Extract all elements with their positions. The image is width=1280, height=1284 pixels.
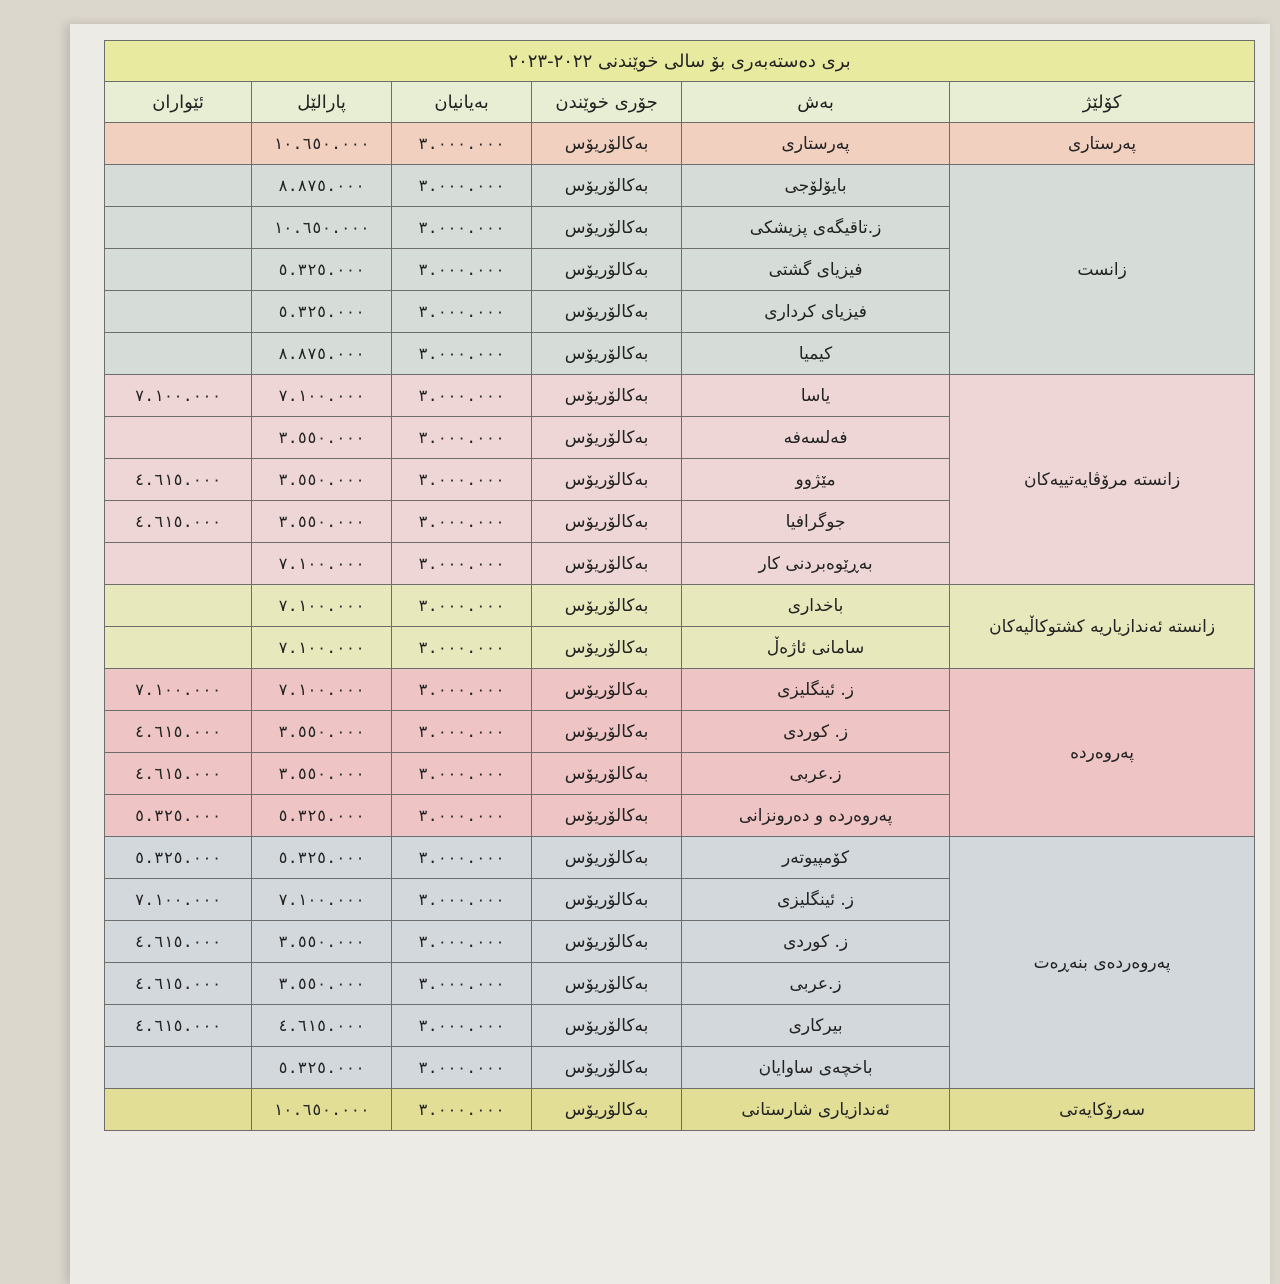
- study-type-cell: بەکالۆریۆس: [532, 711, 682, 753]
- study-type-cell: بەکالۆریۆس: [532, 921, 682, 963]
- department-cell: فیزیای کرداری: [682, 291, 950, 333]
- header-study-type: جۆری خوێندن: [532, 82, 682, 123]
- parallel-fee-cell: ٥.٣٢٥.٠٠٠: [252, 291, 392, 333]
- department-cell: بیرکاری: [682, 1005, 950, 1047]
- study-type-cell: بەکالۆریۆس: [532, 627, 682, 669]
- study-type-cell: بەکالۆریۆس: [532, 543, 682, 585]
- parallel-fee-cell: ٥.٣٢٥.٠٠٠: [252, 1047, 392, 1089]
- table-row: [105, 165, 1255, 207]
- department-cell: باخداری: [682, 585, 950, 627]
- parallel-fee-cell: ٥.٣٢٥.٠٠٠: [252, 795, 392, 837]
- header-college: کۆلێژ: [950, 82, 1255, 123]
- parallel-fee-cell: ٣.٥٥٠.٠٠٠: [252, 921, 392, 963]
- study-type-cell: بەکالۆریۆس: [532, 879, 682, 921]
- morning-fee-cell: ٣.٠٠٠.٠٠٠: [392, 585, 532, 627]
- study-type-cell: بەکالۆریۆس: [532, 585, 682, 627]
- header-evening: ئێواران: [105, 82, 252, 123]
- college-name: زانستە ئەندازیاریە کشتوکاڵیەکان: [950, 585, 1255, 669]
- evening-fee-cell: ٥.٣٢٥.٠٠٠: [105, 795, 252, 837]
- parallel-fee-cell: ٥.٣٢٥.٠٠٠: [252, 837, 392, 879]
- college-name: زانستە مرۆڤایەتییەکان: [950, 375, 1255, 585]
- morning-fee-cell: ٣.٠٠٠.٠٠٠: [392, 501, 532, 543]
- evening-fee-cell: [105, 1047, 252, 1089]
- department-cell: بەڕێوەبردنی کار: [682, 543, 950, 585]
- department-cell: ز. کوردی: [682, 711, 950, 753]
- parallel-fee-cell: ٨.٨٧٥.٠٠٠: [252, 333, 392, 375]
- table-row: [105, 585, 1255, 627]
- department-cell: جوگرافیا: [682, 501, 950, 543]
- evening-fee-cell: ٥.٣٢٥.٠٠٠: [105, 837, 252, 879]
- department-cell: ئەندازیاری شارستانی: [682, 1089, 950, 1131]
- department-cell: پەروەردە و دەرونزانی: [682, 795, 950, 837]
- evening-fee-cell: [105, 207, 252, 249]
- evening-fee-cell: ٧.١٠٠.٠٠٠: [105, 375, 252, 417]
- parallel-fee-cell: ٣.٥٥٠.٠٠٠: [252, 963, 392, 1005]
- parallel-fee-cell: ٣.٥٥٠.٠٠٠: [252, 753, 392, 795]
- morning-fee-cell: ٣.٠٠٠.٠٠٠: [392, 627, 532, 669]
- morning-fee-cell: ٣.٠٠٠.٠٠٠: [392, 375, 532, 417]
- parallel-fee-cell: ٧.١٠٠.٠٠٠: [252, 585, 392, 627]
- department-cell: کیمیا: [682, 333, 950, 375]
- evening-fee-cell: [105, 417, 252, 459]
- department-cell: ز. کوردی: [682, 921, 950, 963]
- parallel-fee-cell: ٧.١٠٠.٠٠٠: [252, 375, 392, 417]
- morning-fee-cell: ٣.٠٠٠.٠٠٠: [392, 837, 532, 879]
- department-cell: پەرستاری: [682, 123, 950, 165]
- parallel-fee-cell: ١٠.٦٥٠.٠٠٠: [252, 1089, 392, 1131]
- parallel-fee-cell: ٧.١٠٠.٠٠٠: [252, 543, 392, 585]
- table-row: [105, 375, 1255, 417]
- study-type-cell: بەکالۆریۆس: [532, 123, 682, 165]
- college-name: پەروەردە: [950, 669, 1255, 837]
- parallel-fee-cell: ٧.١٠٠.٠٠٠: [252, 879, 392, 921]
- evening-fee-cell: ٧.١٠٠.٠٠٠: [105, 669, 252, 711]
- parallel-fee-cell: ١٠.٦٥٠.٠٠٠: [252, 123, 392, 165]
- department-cell: مێژوو: [682, 459, 950, 501]
- table-row: [105, 123, 1255, 165]
- header-parallel: پارالێل: [252, 82, 392, 123]
- table-row: [105, 1089, 1255, 1131]
- evening-fee-cell: ٤.٦١٥.٠٠٠: [105, 921, 252, 963]
- parallel-fee-cell: ٣.٥٥٠.٠٠٠: [252, 501, 392, 543]
- parallel-fee-cell: ٨.٨٧٥.٠٠٠: [252, 165, 392, 207]
- evening-fee-cell: ٤.٦١٥.٠٠٠: [105, 963, 252, 1005]
- study-type-cell: بەکالۆریۆس: [532, 795, 682, 837]
- study-type-cell: بەکالۆریۆس: [532, 291, 682, 333]
- study-type-cell: بەکالۆریۆس: [532, 669, 682, 711]
- parallel-fee-cell: ٧.١٠٠.٠٠٠: [252, 627, 392, 669]
- header-row: [105, 82, 1255, 123]
- parallel-fee-cell: ٣.٥٥٠.٠٠٠: [252, 417, 392, 459]
- table-row: [105, 669, 1255, 711]
- study-type-cell: بەکالۆریۆس: [532, 333, 682, 375]
- morning-fee-cell: ٣.٠٠٠.٠٠٠: [392, 879, 532, 921]
- study-type-cell: بەکالۆریۆس: [532, 837, 682, 879]
- morning-fee-cell: ٣.٠٠٠.٠٠٠: [392, 795, 532, 837]
- morning-fee-cell: ٣.٠٠٠.٠٠٠: [392, 165, 532, 207]
- table-title: بری دەستەبەری بۆ سالی خوێندنی ٢٠٢٢-٢٠٢٣: [105, 41, 1255, 82]
- college-name: پەروەردەی بنەڕەت: [950, 837, 1255, 1089]
- parallel-fee-cell: ٣.٥٥٠.٠٠٠: [252, 711, 392, 753]
- fee-table-body: [105, 123, 1255, 1131]
- evening-fee-cell: [105, 333, 252, 375]
- parallel-fee-cell: ٥.٣٢٥.٠٠٠: [252, 249, 392, 291]
- morning-fee-cell: ٣.٠٠٠.٠٠٠: [392, 711, 532, 753]
- department-cell: بایۆلۆجی: [682, 165, 950, 207]
- college-name: پەرستاری: [950, 123, 1255, 165]
- study-type-cell: بەکالۆریۆس: [532, 207, 682, 249]
- study-type-cell: بەکالۆریۆس: [532, 1089, 682, 1131]
- parallel-fee-cell: ١٠.٦٥٠.٠٠٠: [252, 207, 392, 249]
- evening-fee-cell: [105, 585, 252, 627]
- study-type-cell: بەکالۆریۆس: [532, 501, 682, 543]
- morning-fee-cell: ٣.٠٠٠.٠٠٠: [392, 963, 532, 1005]
- evening-fee-cell: ٤.٦١٥.٠٠٠: [105, 459, 252, 501]
- study-type-cell: بەکالۆریۆس: [532, 375, 682, 417]
- header-morning: بەیانیان: [392, 82, 532, 123]
- department-cell: کۆمپیوتەر: [682, 837, 950, 879]
- morning-fee-cell: ٣.٠٠٠.٠٠٠: [392, 459, 532, 501]
- department-cell: یاسا: [682, 375, 950, 417]
- parallel-fee-cell: ٣.٥٥٠.٠٠٠: [252, 459, 392, 501]
- table-row: [105, 837, 1255, 879]
- study-type-cell: بەکالۆریۆس: [532, 1005, 682, 1047]
- college-name: زانست: [950, 165, 1255, 375]
- evening-fee-cell: ٤.٦١٥.٠٠٠: [105, 711, 252, 753]
- morning-fee-cell: ٣.٠٠٠.٠٠٠: [392, 207, 532, 249]
- study-type-cell: بەکالۆریۆس: [532, 417, 682, 459]
- morning-fee-cell: ٣.٠٠٠.٠٠٠: [392, 1047, 532, 1089]
- morning-fee-cell: ٣.٠٠٠.٠٠٠: [392, 291, 532, 333]
- header-department: بەش: [682, 82, 950, 123]
- department-cell: ز.تاقیگەی پزیشکی: [682, 207, 950, 249]
- evening-fee-cell: ٧.١٠٠.٠٠٠: [105, 879, 252, 921]
- department-cell: سامانی ئاژەڵ: [682, 627, 950, 669]
- department-cell: ز.عربی: [682, 753, 950, 795]
- morning-fee-cell: ٣.٠٠٠.٠٠٠: [392, 1005, 532, 1047]
- department-cell: فیزیای گشتی: [682, 249, 950, 291]
- study-type-cell: بەکالۆریۆس: [532, 165, 682, 207]
- evening-fee-cell: [105, 249, 252, 291]
- college-name: سەرۆکایەتی: [950, 1089, 1255, 1131]
- study-type-cell: بەکالۆریۆس: [532, 963, 682, 1005]
- department-cell: ز. ئینگلیزی: [682, 879, 950, 921]
- department-cell: ز. ئینگلیزی: [682, 669, 950, 711]
- morning-fee-cell: ٣.٠٠٠.٠٠٠: [392, 921, 532, 963]
- parallel-fee-cell: ٤.٦١٥.٠٠٠: [252, 1005, 392, 1047]
- morning-fee-cell: ٣.٠٠٠.٠٠٠: [392, 1089, 532, 1131]
- morning-fee-cell: ٣.٠٠٠.٠٠٠: [392, 417, 532, 459]
- department-cell: ز.عربی: [682, 963, 950, 1005]
- evening-fee-cell: [105, 123, 252, 165]
- evening-fee-cell: ٤.٦١٥.٠٠٠: [105, 1005, 252, 1047]
- morning-fee-cell: ٣.٠٠٠.٠٠٠: [392, 669, 532, 711]
- morning-fee-cell: ٣.٠٠٠.٠٠٠: [392, 123, 532, 165]
- department-cell: باخچەی ساوایان: [682, 1047, 950, 1089]
- study-type-cell: بەکالۆریۆس: [532, 753, 682, 795]
- title-row: [105, 41, 1255, 82]
- morning-fee-cell: ٣.٠٠٠.٠٠٠: [392, 249, 532, 291]
- morning-fee-cell: ٣.٠٠٠.٠٠٠: [392, 333, 532, 375]
- morning-fee-cell: ٣.٠٠٠.٠٠٠: [392, 753, 532, 795]
- evening-fee-cell: [105, 543, 252, 585]
- morning-fee-cell: ٣.٠٠٠.٠٠٠: [392, 543, 532, 585]
- study-type-cell: بەکالۆریۆس: [532, 249, 682, 291]
- study-type-cell: بەکالۆریۆس: [532, 1047, 682, 1089]
- evening-fee-cell: ٤.٦١٥.٠٠٠: [105, 501, 252, 543]
- fee-table: [104, 40, 1255, 1131]
- evening-fee-cell: [105, 291, 252, 333]
- evening-fee-cell: ٤.٦١٥.٠٠٠: [105, 753, 252, 795]
- parallel-fee-cell: ٧.١٠٠.٠٠٠: [252, 669, 392, 711]
- evening-fee-cell: [105, 165, 252, 207]
- department-cell: فەلسەفە: [682, 417, 950, 459]
- evening-fee-cell: [105, 1089, 252, 1131]
- study-type-cell: بەکالۆریۆس: [532, 459, 682, 501]
- evening-fee-cell: [105, 627, 252, 669]
